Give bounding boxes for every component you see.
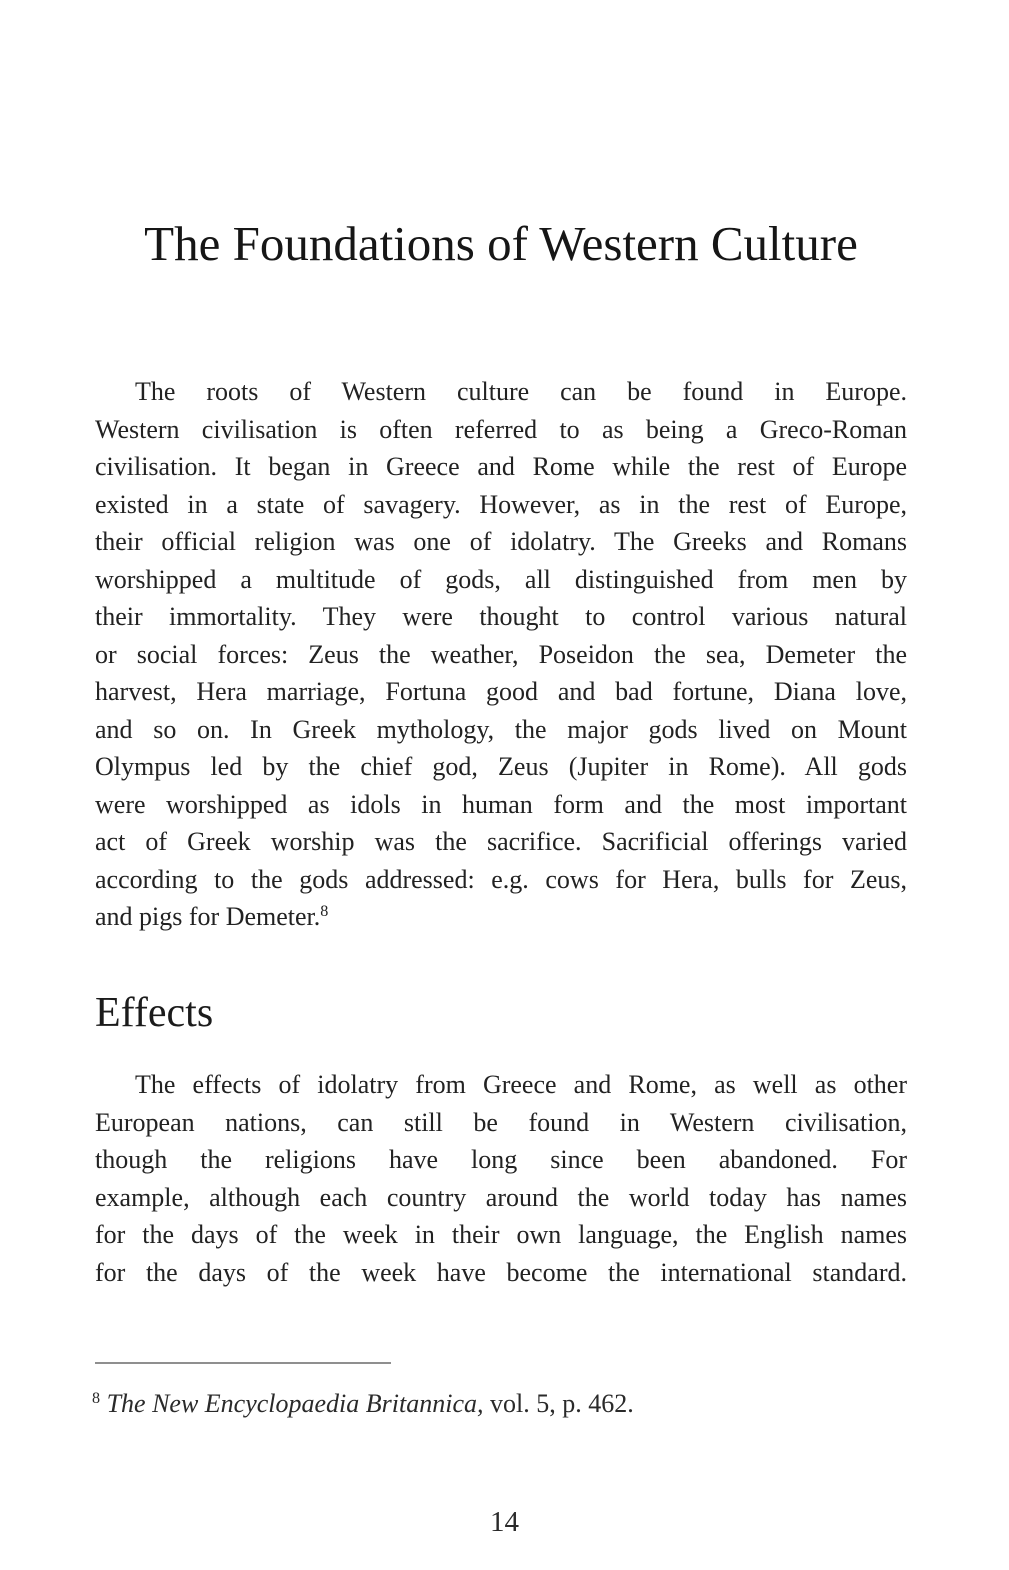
text-line: and so on. In Greek mythology, the major gods lived on Mount <box>95 714 907 744</box>
text-line: The roots of Western culture can be found in Europe. <box>135 377 907 406</box>
text-line: or social forces: Zeus the weather, Poseidon the sea, Demeter the <box>95 639 907 669</box>
text-line: for the days of the week in their own language, the English names <box>95 1220 907 1249</box>
section-heading-effects: Effects <box>95 990 214 1036</box>
text-line-end: and pigs for Demeter. <box>95 902 321 931</box>
text-line: Western civilisation is often referred to as being a Greco-Roman <box>95 414 907 444</box>
footnote <box>92 1388 907 1419</box>
text-line: existed in a state of savagery. However, as in the rest of Europe, <box>95 489 907 519</box>
footnote-marker: 8 <box>92 1390 101 1408</box>
footnote-divider <box>95 1362 391 1364</box>
text-line: The effects of idolatry from Greece and Rome, as well as other <box>135 1070 907 1099</box>
text-line: harvest, Hera marriage, Fortuna good and bad fortune, Diana love, <box>95 677 907 706</box>
footnote-detail: vol. 5, p. 462. <box>490 1389 634 1418</box>
intro-paragraph <box>95 373 907 936</box>
chapter-title: The Foundations of Western Culture <box>144 216 858 271</box>
text-line: act of Greek worship was the sacrifice. Sacrificial offerings varied <box>95 827 907 856</box>
text-line: their official religion was one of idolatry. The Greeks and Romans <box>95 527 907 556</box>
text-line: civilisation. It began in Greece and Rome while the rest of Europe <box>95 452 907 481</box>
footnote-source: The New Encyclopaedia Britannica, <box>106 1389 484 1418</box>
text-line: were worshipped as idols in human form and the most important <box>95 789 907 819</box>
text-line: for the days of the week have become the international standard. <box>95 1257 907 1287</box>
page-number: 14 <box>490 1506 519 1538</box>
text-line: Olympus led by the chief god, Zeus (Jupiter in Rome). All gods <box>95 752 907 781</box>
text-line <box>95 898 907 936</box>
footnote-reference: 8 <box>320 903 329 921</box>
effects-paragraph <box>95 1066 907 1291</box>
text-line: though the religions have long since been abandoned. For <box>95 1145 907 1174</box>
text-line: example, although each country around the world today has names <box>95 1182 907 1212</box>
text-line: European nations, can still be found in Western civilisation, <box>95 1107 907 1137</box>
text-line: according to the gods addressed: e.g. cows for Hera, bulls for Zeus, <box>95 864 907 894</box>
text-line: their immortality. They were thought to control various natural <box>95 602 907 631</box>
text-line: worshipped a multitude of gods, all distinguished from men by <box>95 564 907 594</box>
